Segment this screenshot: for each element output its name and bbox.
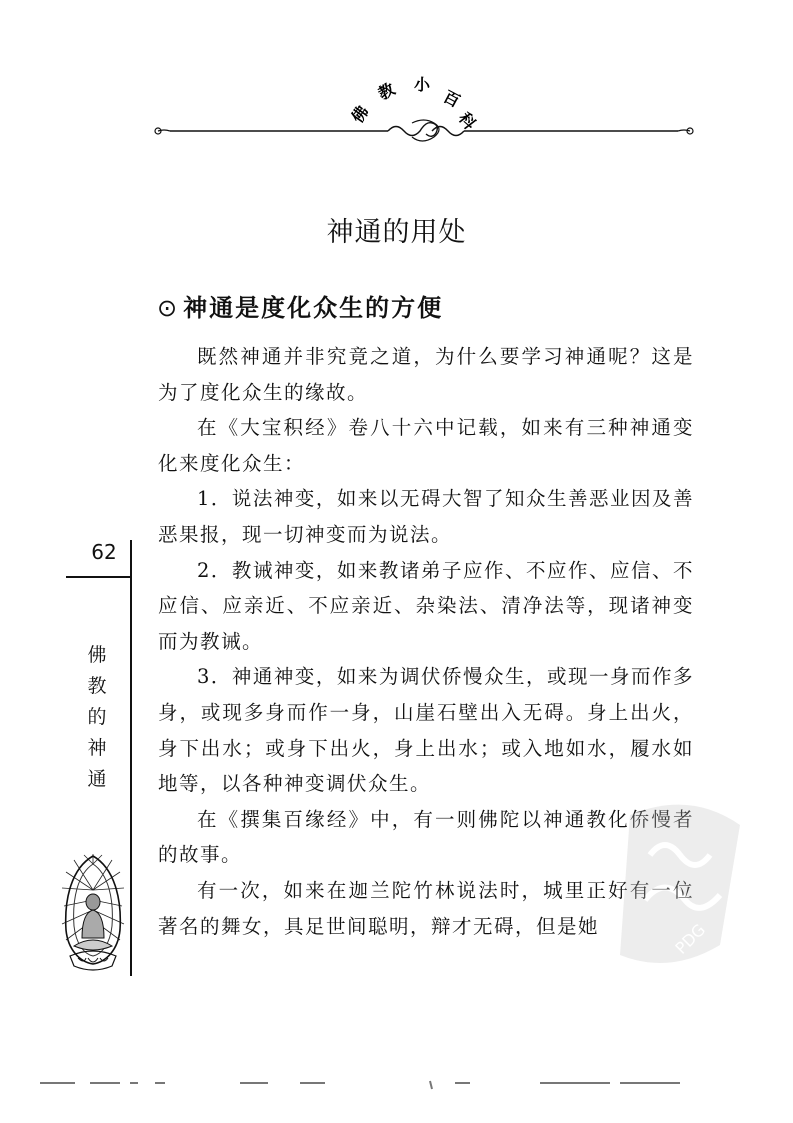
paragraph-2: 在《大宝积经》卷八十六中记载，如来有三种神通变化来度化众生： (158, 416, 694, 475)
watermark-text: PDG (671, 920, 710, 958)
series-title-char-4: 百 (440, 86, 464, 112)
sidebar-rule (130, 540, 132, 976)
paragraph-4: 2．教诫神变，如来教诸弟子应作、不应作、应信、不应信、应亲近、不应亲近、杂染法、清净法等，现诸神变而为教诫。 (158, 558, 694, 653)
book-title-char-2: 教 (87, 675, 107, 697)
book-title-char-5: 通 (87, 768, 107, 790)
book-title-char-3: 的 (87, 706, 107, 728)
section-heading-text: 神通是度化众生的方便 (183, 294, 444, 322)
scanner-watermark (600, 795, 750, 985)
series-title-char-3: 小 (414, 75, 431, 94)
paragraph-3: 1．说法神变，如来以无碍大智了知众生善恶业因及善恶果报，现一切神变而为说法。 (158, 487, 694, 546)
series-title-char-1: 佛 (347, 102, 373, 127)
book-title-char-4: 神 (87, 737, 107, 759)
series-title-char-5: 科 (454, 108, 480, 134)
paragraph-7: 有一次，如来在迦兰陀竹林说法时，城里正好有一位著名的舞女，具足世间聪明，辩才无碍，但是她 (158, 878, 694, 938)
sidebar-book-title (82, 640, 112, 795)
book-title-char-1: 佛 (87, 644, 107, 666)
section-bullet-icon: ⊙ (157, 294, 180, 322)
buddha-figure-icon (56, 850, 130, 980)
paragraph-6: 在《撰集百缘经》中，有一则佛陀以神通教化侨慢者的故事。 (158, 807, 694, 867)
page-number: 62 (91, 540, 117, 564)
series-title-char-2: 教 (374, 79, 399, 104)
sidebar-divider (66, 576, 132, 578)
paragraph-5: 3．神通神变，如来为调伏侨慢众生，或现一身而作多身，或现多身而作一身，山崖石壁出入无碍。身上出火，身下出水；或身下出火，身上出水；或入地如水，履水如地等，以各种神变调伏众生。 (158, 665, 694, 796)
page-title: 神通的用处 (326, 217, 467, 248)
header-ornament-rule (150, 116, 698, 146)
section-heading (157, 288, 443, 323)
scan-artifacts (0, 1075, 793, 1095)
paragraph-1: 既然神通并非究竟之道，为什么要学习神通呢？这是为了度化众生的缘故。 (158, 345, 694, 404)
